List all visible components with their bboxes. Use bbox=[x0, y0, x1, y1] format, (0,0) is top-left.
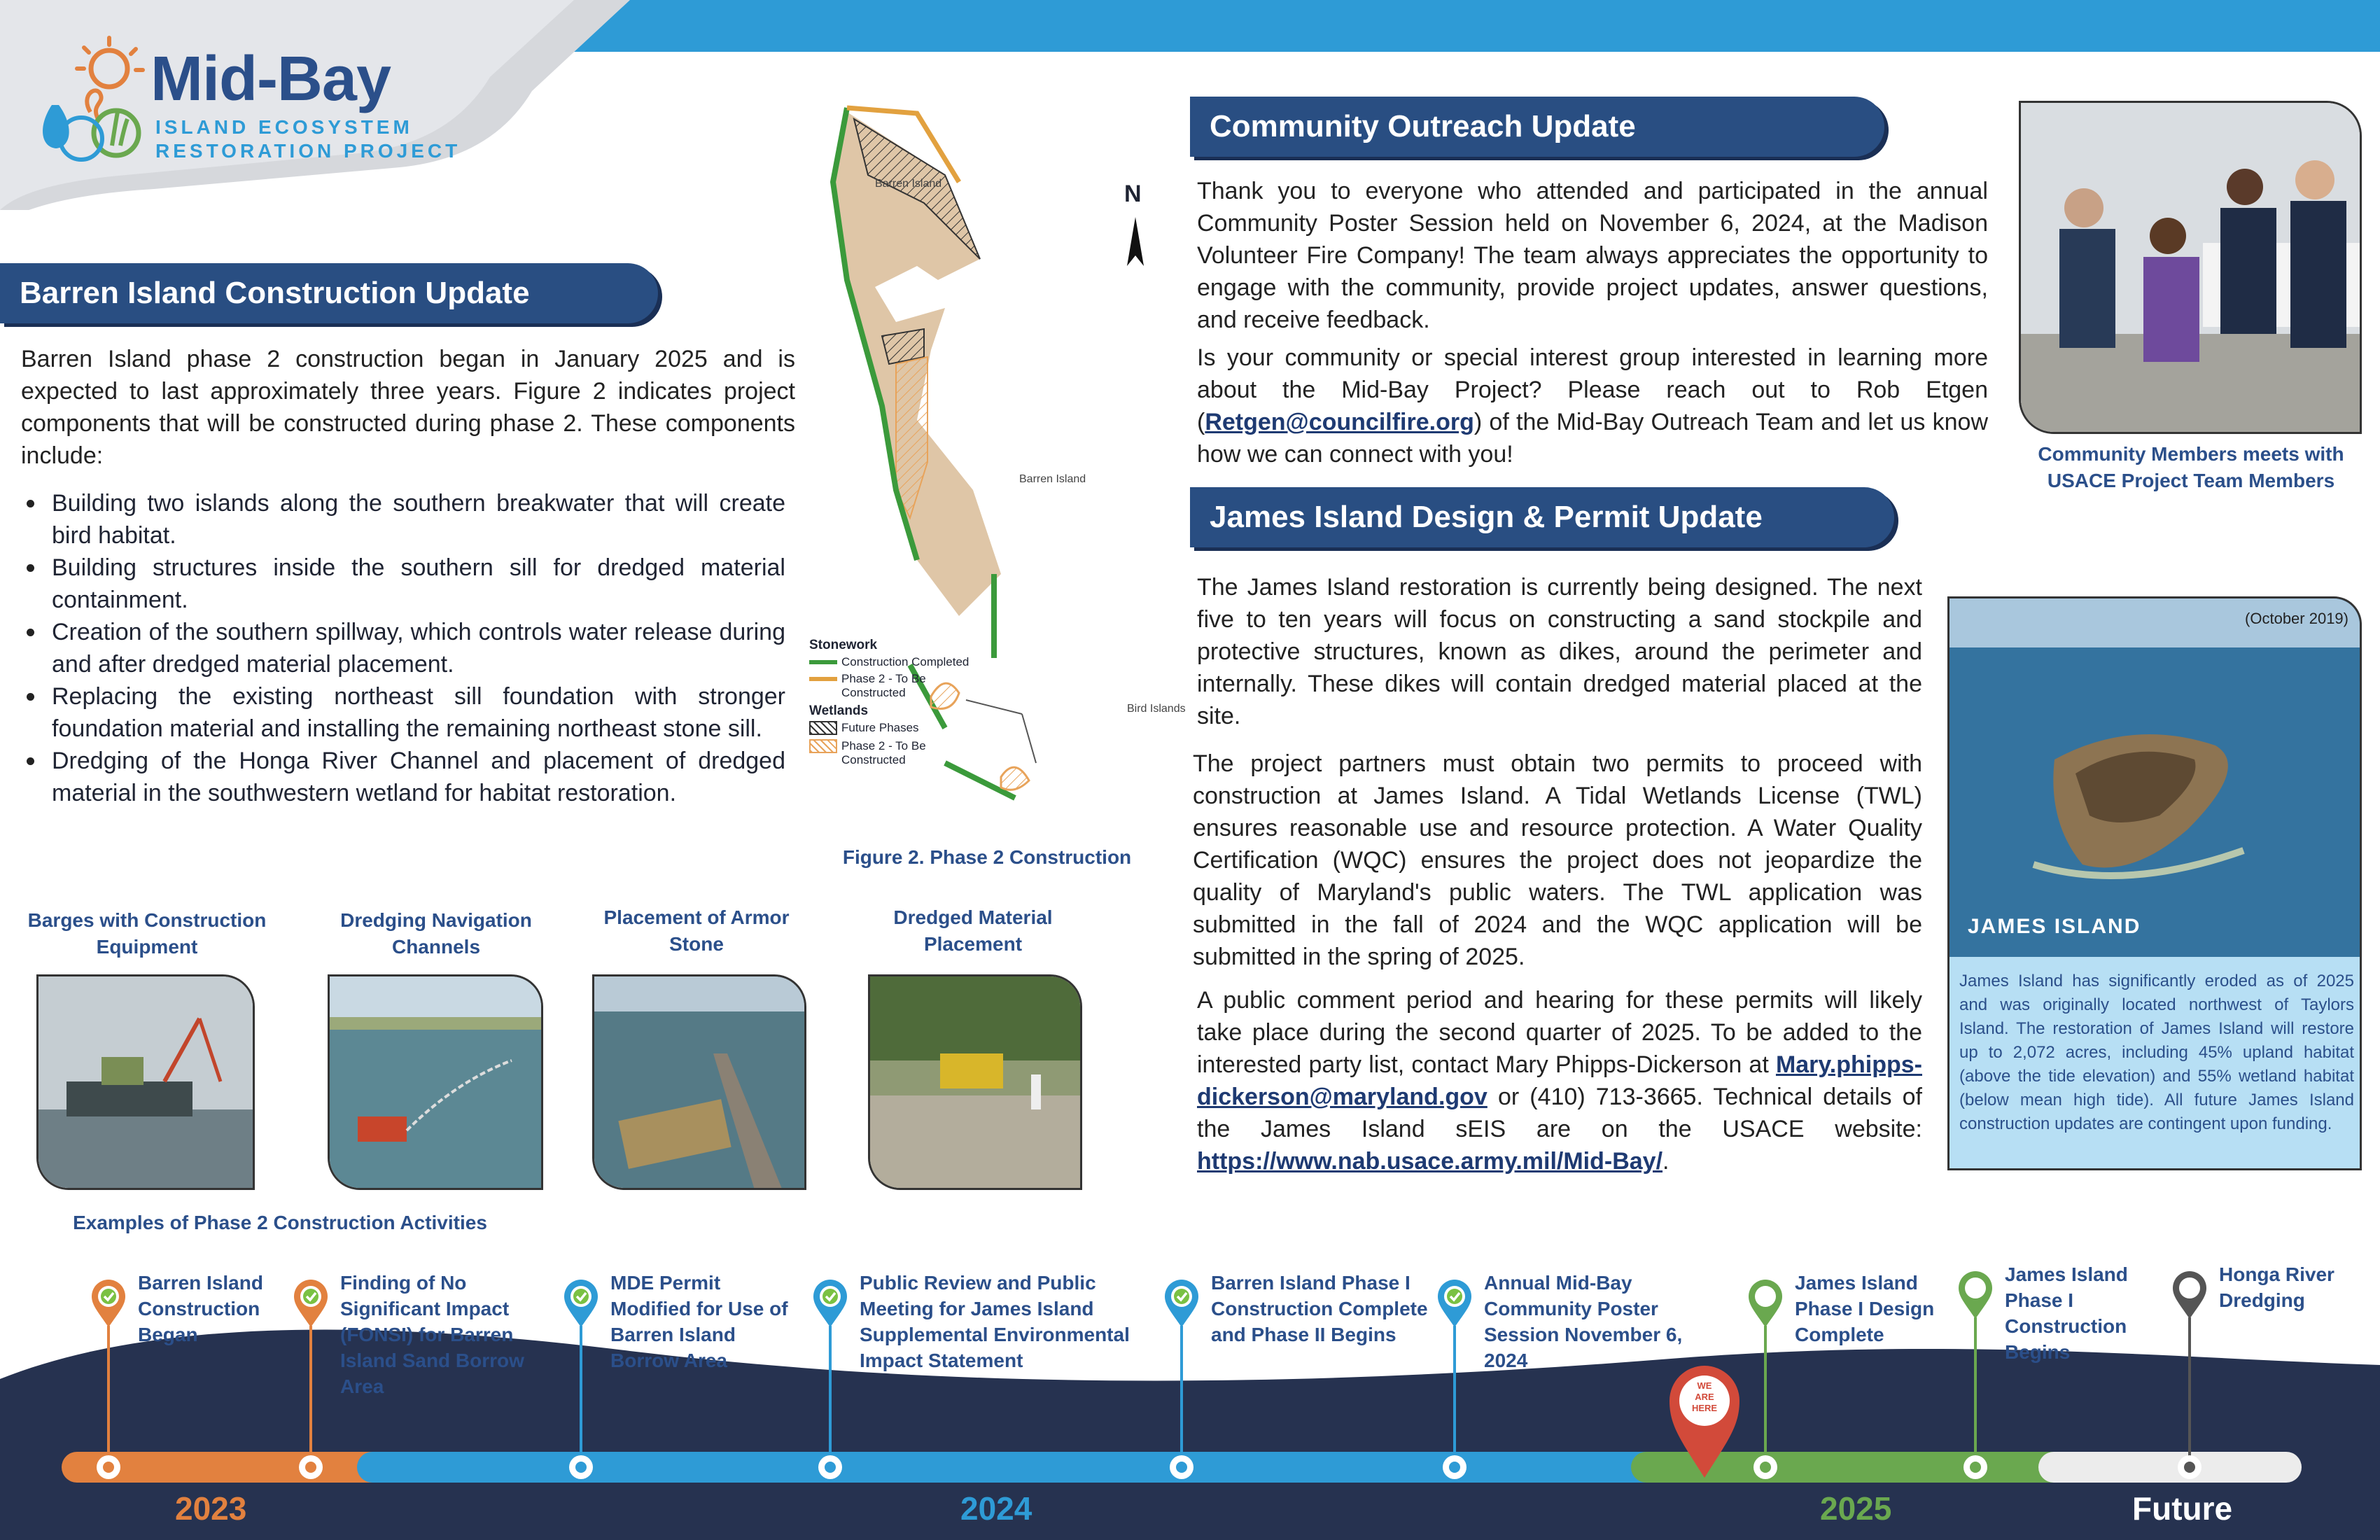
legend-phase2-wet: Phase 2 - To Be Constructed bbox=[841, 739, 926, 766]
milestone-check-icon bbox=[90, 1280, 127, 1329]
legend-phase2-stone: Phase 2 - To Be Constructed bbox=[841, 672, 926, 699]
photo-dredged bbox=[868, 974, 1082, 1190]
milestone-stem bbox=[2188, 1317, 2191, 1467]
james-p3-text-2: or (410) 713-3665. Technical details of the James Island sEIS are on the USACE website: bbox=[1197, 1084, 1922, 1142]
bullet-item: Creation of the southern spillway, which controls water release during and after dredged material placement. bbox=[21, 616, 785, 680]
timeline-2024-seg bbox=[357, 1452, 1694, 1483]
legend-future: Future Phases bbox=[841, 721, 919, 734]
james-p3 bbox=[1197, 984, 1922, 1177]
milestone-label: Finding of No Significant Impact (FONSI) for Barren Island Sand Borrow Area bbox=[340, 1272, 524, 1397]
milestone-pin-icon bbox=[2171, 1271, 2208, 1320]
milestone-stem bbox=[580, 1326, 582, 1467]
milestone-label: Barren Island Construction Began bbox=[138, 1272, 263, 1345]
milestone-node bbox=[1170, 1455, 1194, 1479]
milestone-node-dot bbox=[575, 1462, 587, 1473]
milestone-label: Barren Island Phase I Construction Complete and Phase II Begins bbox=[1211, 1272, 1428, 1345]
we-are-here-word: ARE bbox=[1695, 1392, 1714, 1402]
outreach-p2-text-1: Is your community or special interest group interested in learning more about the Mid-Bay Project? Please reach out to Rob Etgen ( bbox=[1197, 344, 1988, 435]
caption-dredged: Dredged Material Placement bbox=[893, 906, 1053, 955]
milestone-node-dot bbox=[103, 1462, 114, 1473]
milestone-label: Honga River Dredging bbox=[2219, 1264, 2334, 1311]
bullet-item: Building structures inside the southern sill for dredged material containment. bbox=[21, 552, 785, 616]
year-2025: 2025 bbox=[1820, 1490, 1892, 1527]
caption-dredging: Dredging Navigation Channels bbox=[340, 909, 532, 958]
barren-bullets bbox=[21, 487, 785, 809]
milestone-node bbox=[299, 1455, 323, 1479]
logo-title: Mid-Bay bbox=[150, 44, 391, 114]
legend-swatch-phase2-wet bbox=[809, 739, 837, 753]
top-accent-bar bbox=[490, 0, 2380, 52]
milestone-node bbox=[818, 1455, 842, 1479]
james-heading: James Island Design & Permit Update bbox=[1190, 487, 1894, 547]
milestone-node-dot bbox=[1449, 1462, 1460, 1473]
caption-armor: Placement of Armor Stone bbox=[603, 906, 790, 955]
bullet-item: Replacing the existing northeast sill foundation with stronger foundation material and installing the remaining northeast stone sill. bbox=[21, 680, 785, 745]
milestone-label: Public Review and Public Meeting for James Island Supplemental Environmental Impact Statement bbox=[860, 1272, 1130, 1371]
year-2024: 2024 bbox=[960, 1490, 1032, 1527]
legend-swatch-future bbox=[809, 721, 837, 735]
milestone-node bbox=[2178, 1455, 2202, 1479]
milestone-node-dot bbox=[1760, 1462, 1771, 1473]
bullet-item: Building two islands along the southern breakwater that will create bird habitat. bbox=[21, 487, 785, 552]
milestone-pin-icon bbox=[1747, 1280, 1784, 1329]
milestone-node-dot bbox=[825, 1462, 836, 1473]
james-p1: The James Island restoration is currently being designed. The next five to ten years will focus on constructing a sand stockpile and protective structures, known as dikes, around the perimeter and internally. These dikes will contain dredged material placed at the site. bbox=[1197, 574, 1922, 729]
milestone-node-dot bbox=[305, 1462, 316, 1473]
community-photo-caption: Community Members meets with USACE Project Team Members bbox=[2038, 443, 2344, 491]
examples-caption: Examples of Phase 2 Construction Activities bbox=[73, 1212, 487, 1233]
milestone-label: Annual Mid-Bay Community Poster Session November 6, 2024 bbox=[1484, 1272, 1683, 1371]
milestone-node-dot bbox=[1176, 1462, 1187, 1473]
bullet-item: Dredging of the Honga River Channel and placement of dredged material in the southwestern wetland for habitat restoration. bbox=[21, 745, 785, 809]
milestone-check-icon bbox=[1163, 1280, 1200, 1329]
james-info: James Island has significantly eroded as of 2025 and was originally located northwest of Taylors Island. The restoration of James Island will restore up to 2,072 acres, including 45% upland habitat (above the tide elevation) and 55% wetland habitat (below mean high tide). All future James Island construction updates are contingent upon funding. bbox=[1949, 957, 2362, 1170]
photo-dredging bbox=[328, 974, 543, 1190]
james-island-panel bbox=[1947, 596, 2362, 1170]
we-are-here-word: WE bbox=[1697, 1380, 1712, 1391]
usace-website-link[interactable]: https://www.nab.usace.army.mil/Mid-Bay/ bbox=[1197, 1148, 1663, 1175]
photo-barges bbox=[36, 974, 255, 1190]
map-legend bbox=[809, 638, 1012, 767]
caption-barges: Barges with Construction Equipment bbox=[27, 909, 267, 958]
milestone-node bbox=[1443, 1455, 1466, 1479]
photo-james-island bbox=[1949, 598, 2362, 957]
year-2023: 2023 bbox=[175, 1490, 247, 1527]
milestone-stem bbox=[1974, 1317, 1977, 1467]
milestone-node-dot bbox=[1970, 1462, 1981, 1473]
photo-armor bbox=[592, 974, 806, 1190]
milestone-stem bbox=[309, 1326, 312, 1467]
milestone-stem bbox=[1180, 1326, 1183, 1467]
logo-subtitle-2: RESTORATION PROJECT bbox=[155, 140, 461, 162]
outreach-email-link[interactable]: Retgen@councilfire.org bbox=[1205, 409, 1474, 435]
legend-swatch-completed bbox=[809, 660, 837, 664]
milestone-label: MDE Permit Modified for Use of Barren Island Borrow Area bbox=[610, 1272, 788, 1371]
outreach-p2 bbox=[1197, 342, 1988, 470]
photo-community bbox=[2019, 101, 2362, 434]
legend-completed: Construction Completed bbox=[841, 655, 969, 668]
milestone-stem bbox=[1764, 1326, 1767, 1467]
milestone-stem bbox=[107, 1326, 110, 1467]
milestone-node bbox=[569, 1455, 593, 1479]
milestone-node bbox=[1754, 1455, 1777, 1479]
mid-bay-logo-icon bbox=[31, 28, 151, 168]
milestone-node bbox=[97, 1455, 120, 1479]
logo-subtitle-1: ISLAND ECOSYSTEM bbox=[155, 116, 413, 138]
milestone-label: James Island Phase I Construction Begins bbox=[2005, 1264, 2128, 1363]
milestone-pin-icon bbox=[1957, 1271, 1994, 1320]
map-label-bird-islands: Bird Islands bbox=[1127, 703, 1186, 715]
james-p3-text-3: . bbox=[1662, 1148, 1670, 1175]
legend-wetlands-title: Wetlands bbox=[809, 704, 869, 718]
milestone-node bbox=[1963, 1455, 1987, 1479]
james-photo-date: (October 2019) bbox=[2245, 610, 2348, 627]
outreach-p1: Thank you to everyone who attended and participated in the annual Community Poster Session held on November 6, 2024, at the Madison Volunteer Fire Company! The team always appreciates the opportunity to engage with the community, provide project updates, answer questions, and receive feedback. bbox=[1197, 178, 1988, 333]
milestone-check-icon bbox=[563, 1280, 599, 1329]
barren-heading: Barren Island Construction Update bbox=[0, 263, 658, 323]
map-label-barren-south: Barren Island bbox=[1019, 473, 1086, 485]
outreach-heading: Community Outreach Update bbox=[1190, 97, 1884, 157]
milestone-stem bbox=[1453, 1326, 1456, 1467]
james-email-link[interactable]: Mary.phipps-dickerson@maryland.gov bbox=[1197, 1051, 1922, 1110]
barren-intro: Barren Island phase 2 construction began in January 2025 and is expected to last approximately three years. Figure 2 indicates project components that will be constructed during phase 2. These components include: bbox=[21, 346, 795, 469]
figure2-caption: Figure 2. Phase 2 Construction bbox=[842, 846, 1132, 868]
timeline-future-seg bbox=[2038, 1452, 2302, 1483]
north-label: N bbox=[1124, 181, 1142, 207]
milestone-node-dot bbox=[2184, 1462, 2195, 1473]
james-p3-text-1: A public comment period and hearing for these permits will likely take place during the second quarter of 2025. To be added to the interested party list, contact Mary Phipps-Dickerson at bbox=[1197, 987, 1922, 1078]
milestone-check-icon bbox=[1436, 1280, 1473, 1329]
outreach-p2-text-2: ) of the Mid-Bay Outreach Team and let us know how we can connect with you! bbox=[1197, 409, 1988, 468]
legend-stonework-title: Stonework bbox=[809, 638, 878, 652]
milestone-stem bbox=[829, 1326, 832, 1467]
james-photo-label: JAMES ISLAND bbox=[1968, 915, 2141, 938]
milestone-check-icon bbox=[812, 1280, 848, 1329]
legend-swatch-phase2 bbox=[809, 677, 837, 681]
map-label-barren-north: Barren Island bbox=[875, 178, 942, 190]
milestone-label: James Island Phase I Design Complete bbox=[1795, 1272, 1935, 1345]
we-are-here-label bbox=[1681, 1380, 1728, 1414]
james-p2: The project partners must obtain two permits to proceed with construction at James Island. A Tidal Wetlands License (TWL) ensures reasonable use and resource protection. A Water Quality Certification (WQC) ensures the project does not jeopardize the quality of Maryland's public waters. The TWL application was submitted in the fall of 2024 and the WQC application will be submitted in the spring of 2025. bbox=[1193, 750, 1922, 970]
year-future: Future bbox=[2132, 1490, 2233, 1527]
milestone-check-icon bbox=[293, 1280, 329, 1329]
we-are-here-word: HERE bbox=[1691, 1403, 1718, 1413]
